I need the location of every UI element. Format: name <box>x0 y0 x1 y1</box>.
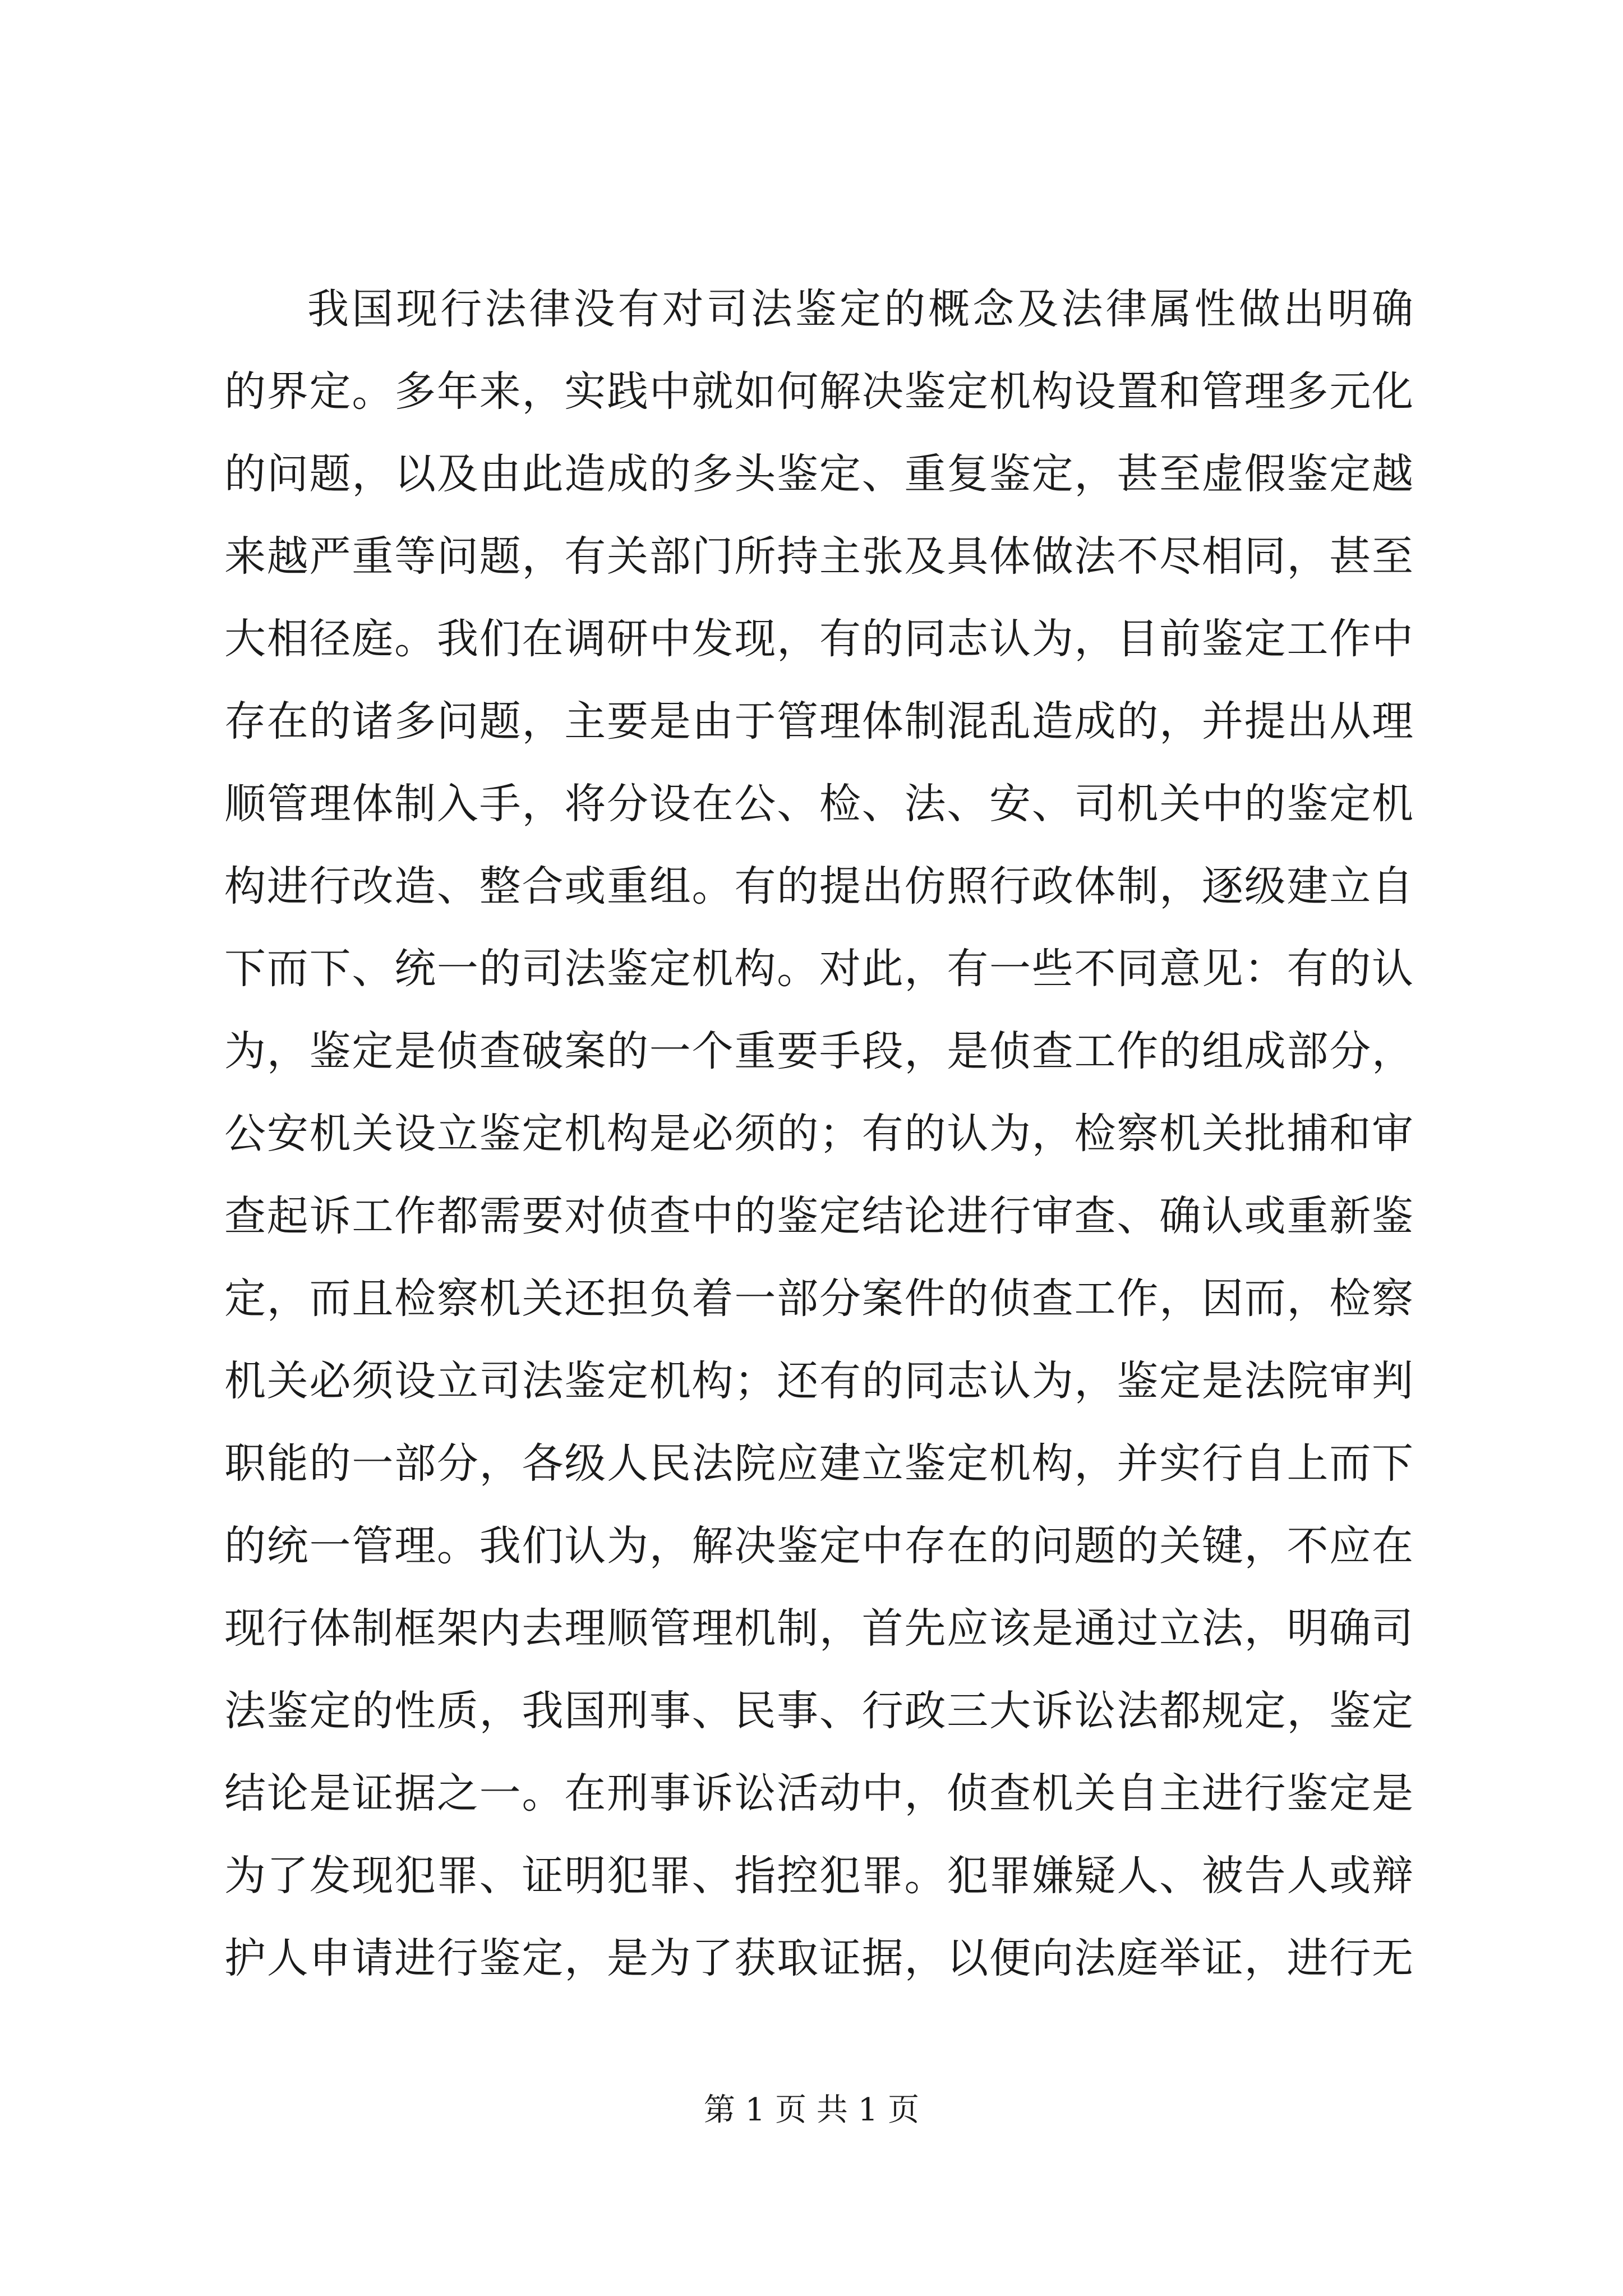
text-line: 的界定。多年来，实践中就如何解决鉴定机构设置和管理多元化 <box>224 367 1413 416</box>
text-line: 护人申请进行鉴定，是为了获取证据，以便向法庭举证，进行无 <box>224 1934 1413 1982</box>
text-line: 的问题，以及由此造成的多头鉴定、重复鉴定，甚至虚假鉴定越 <box>224 450 1413 498</box>
text-line: 大相径庭。我们在调研中发现，有的同志认为，目前鉴定工作中 <box>224 615 1413 663</box>
text-line: 公安机关设立鉴定机构是必须的；有的认为，检察机关批捕和审 <box>224 1110 1413 1158</box>
text-line: 为，鉴定是侦查破案的一个重要手段，是侦查工作的组成部分， <box>224 1027 1413 1075</box>
text-line: 下而下、统一的司法鉴定机构。对此，有一些不同意见：有的认 <box>224 945 1413 993</box>
text-line: 来越严重等问题，有关部门所持主张及具体做法不尽相同，甚至 <box>224 532 1413 581</box>
text-line: 职能的一部分，各级人民法院应建立鉴定机构，并实行自上而下 <box>224 1439 1413 1488</box>
page-footer <box>0 2088 1623 2133</box>
text-line: 构进行改造、整合或重组。有的提出仿照行政体制，逐级建立自 <box>224 862 1413 910</box>
text-line: 定，而且检察机关还担负着一部分案件的侦查工作，因而，检察 <box>224 1274 1413 1323</box>
page-number-label: 第 1 页 共 1 页 <box>703 2092 920 2128</box>
body-paragraph <box>224 268 1413 2000</box>
text-line: 我国现行法律没有对司法鉴定的概念及法律属性做出明确 <box>307 285 1413 333</box>
text-line: 查起诉工作都需要对侦查中的鉴定结论进行审查、确认或重新鉴 <box>224 1192 1413 1240</box>
text-line: 顺管理体制入手，将分设在公、检、法、安、司机关中的鉴定机 <box>224 780 1413 828</box>
text-line: 结论是证据之一。在刑事诉讼活动中，侦查机关自主进行鉴定是 <box>224 1769 1413 1818</box>
text-line: 为了发现犯罪、证明犯罪、指控犯罪。犯罪嫌疑人、被告人或辩 <box>224 1852 1413 1900</box>
text-line: 法鉴定的性质，我国刑事、民事、行政三大诉讼法都规定，鉴定 <box>224 1687 1413 1735</box>
text-line: 现行体制框架内去理顺管理机制，首先应该是通过立法，明确司 <box>224 1604 1413 1653</box>
text-line: 机关必须设立司法鉴定机构；还有的同志认为，鉴定是法院审判 <box>224 1357 1413 1405</box>
text-line: 存在的诸多问题，主要是由于管理体制混乱造成的，并提出从理 <box>224 697 1413 746</box>
text-line: 的统一管理。我们认为，解决鉴定中存在的问题的关键，不应在 <box>224 1522 1413 1570</box>
